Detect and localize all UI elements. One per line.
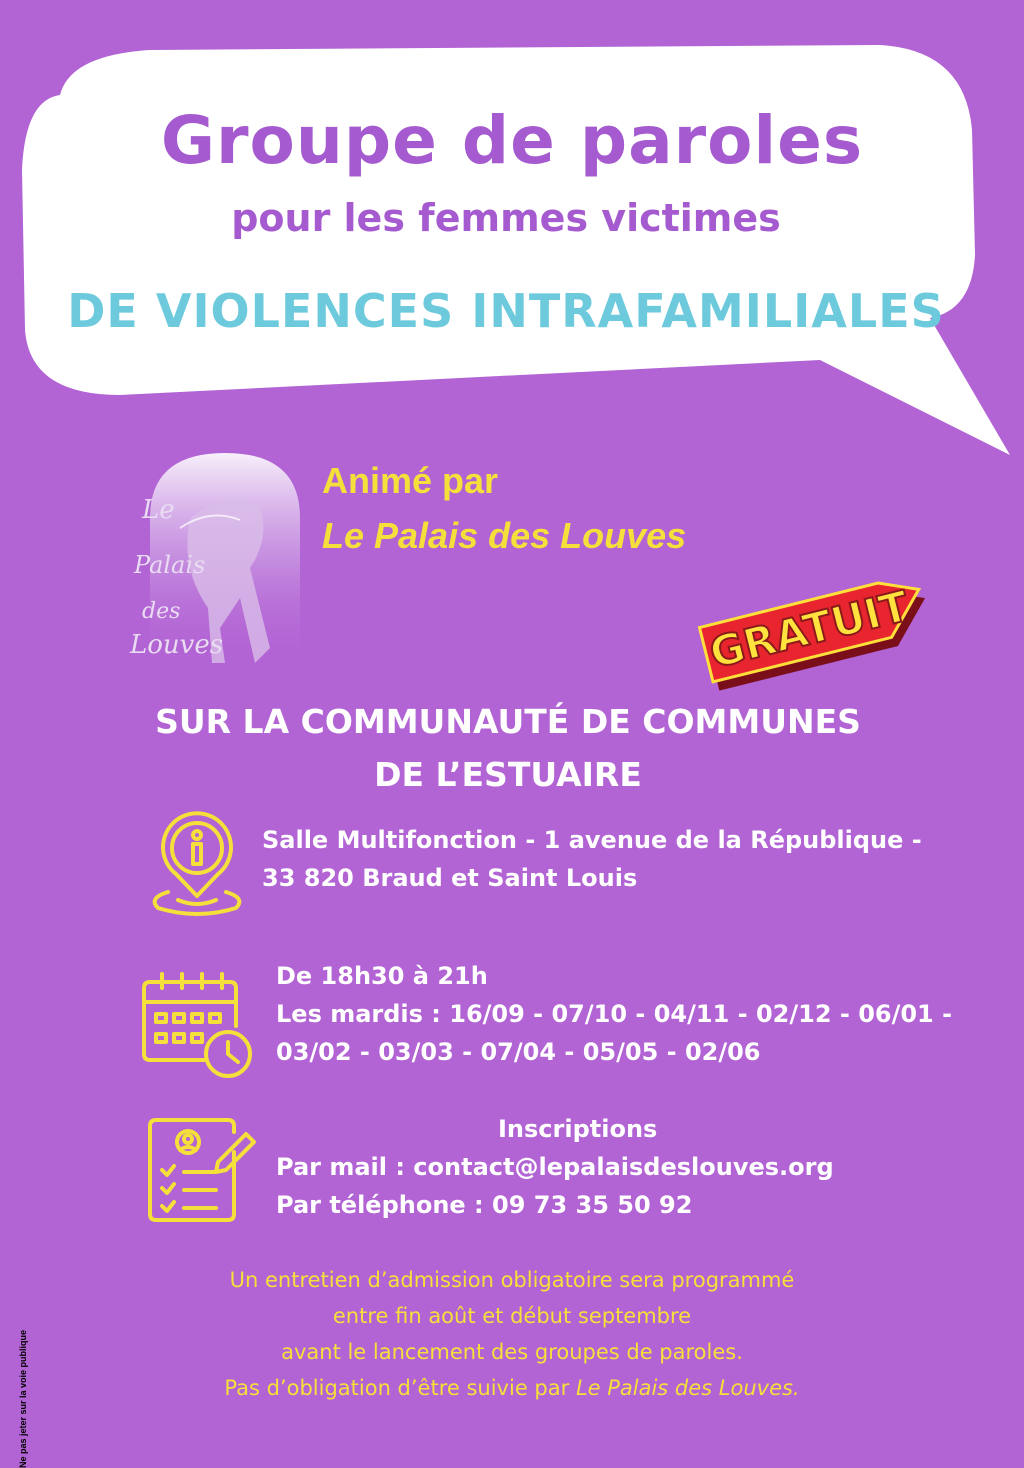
clipboard-form-icon — [142, 1112, 260, 1230]
note-line2: entre fin août et début septembre — [332, 1304, 692, 1328]
address-line1: Salle Multifonction - 1 avenue de la République - — [262, 826, 922, 854]
subtitle: pour les femmes victimes — [231, 196, 781, 240]
location-pin-info-icon — [138, 808, 256, 920]
side-disposal-note: Ne pas jeter sur la voie publique — [18, 1329, 28, 1468]
schedule-dates-line1: Les mardis : 16/09 - 07/10 - 04/11 - 02/12 - 06/01 - — [276, 1000, 953, 1028]
note-line1: Un entretien d’admission obligatoire sera programmé — [229, 1268, 795, 1292]
schedule-block — [276, 957, 952, 1071]
note-line3: avant le lancement des groupes de paroles. — [281, 1340, 743, 1364]
note-line4 — [0, 1370, 1024, 1406]
community-line2: DE L’ESTUAIRE — [374, 755, 642, 794]
main-title: Groupe de paroles — [160, 102, 864, 179]
schedule-hours: De 18h30 à 21h — [276, 962, 488, 990]
logo-text-louves: Louves — [130, 630, 224, 660]
logo-text-palais: Palais — [134, 551, 206, 579]
palais-des-louves-logo — [120, 448, 320, 683]
logo-text-des: des — [142, 599, 181, 624]
registration-title: Inscriptions — [498, 1115, 658, 1143]
address-block — [262, 821, 922, 897]
address-line2: 33 820 Braud et Saint Louis — [262, 864, 638, 892]
hosted-by-label: Animé par — [322, 460, 499, 501]
schedule-dates-line2: 03/02 - 03/03 - 07/04 - 05/05 - 02/06 — [276, 1038, 761, 1066]
note-line4-name: Le Palais des Louves. — [575, 1376, 800, 1400]
logo-text-le: Le — [142, 495, 175, 525]
registration-mail[interactable]: Par mail : contact@lepalaisdeslouves.org — [276, 1153, 834, 1181]
community-line1: SUR LA COMMUNAUTÉ DE COMMUNES — [155, 702, 861, 741]
host-name: Le Palais des Louves — [322, 515, 687, 556]
gratuit-badge — [690, 552, 952, 694]
admission-notes — [0, 1262, 1024, 1406]
registration-phone[interactable]: Par téléphone : 09 73 35 50 92 — [276, 1191, 693, 1219]
subtitle-violences: DE VIOLENCES INTRAFAMILIALES — [67, 284, 945, 338]
calendar-clock-icon — [136, 968, 254, 1082]
registration-block — [276, 1110, 834, 1224]
note-line4-prefix: Pas d’obligation d’être suivie par — [224, 1376, 576, 1400]
gratuit-label: GRATUIT — [704, 581, 914, 678]
